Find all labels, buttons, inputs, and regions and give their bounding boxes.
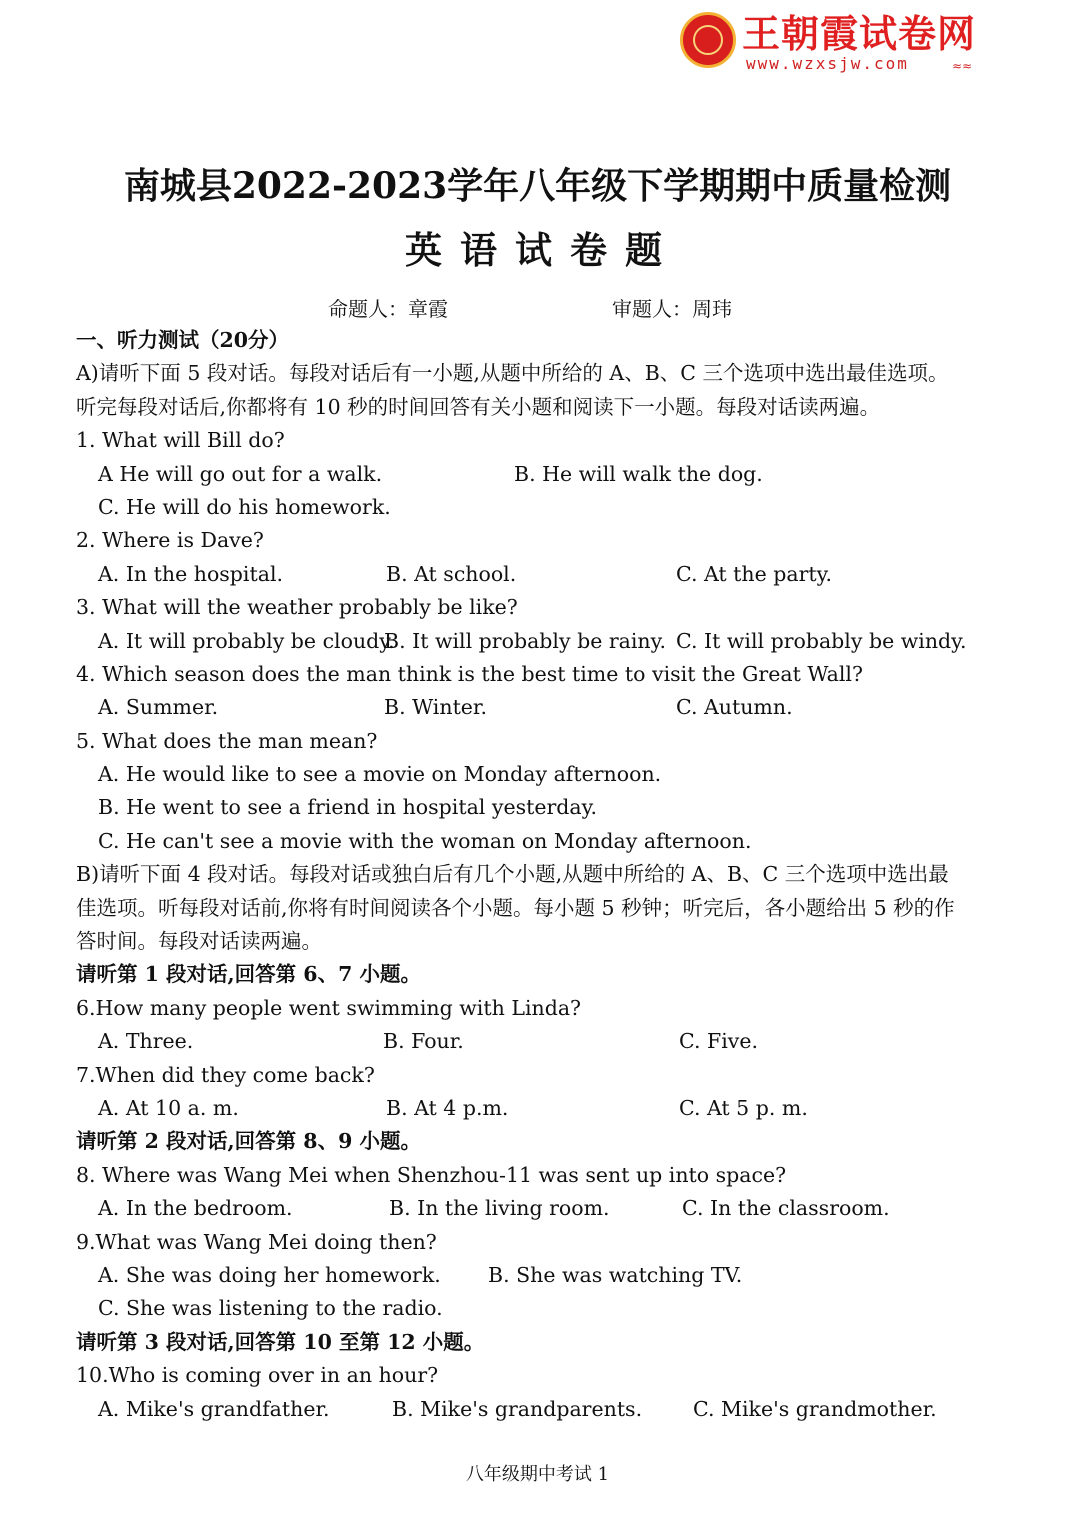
dialogue-instruction: 请听第 3 段对话,回答第 10 至第 12 小题。 (76, 1329, 485, 1354)
question-stem: 7.When did they come back? (76, 1062, 375, 1087)
option-c: C. He will do his homework. (98, 494, 391, 519)
option-row (76, 625, 1006, 658)
section-heading: 一、听力测试（20分） (76, 328, 290, 352)
option-row (76, 758, 1006, 791)
option-c: C. At 5 p. m. (679, 1095, 808, 1120)
option-c: C. She was listening to the radio. (98, 1296, 443, 1321)
question-stem: 8. Where was Wang Mei when Shenzhou-11 was sent up into space? (76, 1162, 787, 1187)
exam-content (76, 324, 1006, 1426)
option-c: C. In the classroom. (682, 1196, 890, 1221)
option-a: A. Mike's grandfather. (98, 1396, 330, 1421)
part-a-instruction: A)请听下面 5 段对话。每段对话后有一小题,从题中所给的 A、B、C 三个选项中选出最佳选项。 (76, 361, 949, 386)
question-stem: 10.Who is coming over in an hour? (76, 1363, 439, 1388)
site-logo (680, 12, 990, 74)
part-a-instruction: 听完每段对话后,你都将有 10 秒的时间回答有关小题和阅读下一小题。每段对话读两遍。 (76, 394, 881, 419)
logo-title: 王朝霞试卷网 (742, 12, 977, 56)
option-row (76, 1259, 1006, 1292)
option-row (76, 491, 1006, 524)
option-row (76, 1192, 1006, 1225)
option-a: A. In the bedroom. (98, 1196, 293, 1221)
page-footer: 八年级期中考试 1 (465, 1464, 610, 1485)
dialogue-instruction: 请听第 2 段对话,回答第 8、9 小题。 (76, 1129, 421, 1154)
option-b: B. Four. (383, 1029, 464, 1054)
option-row (76, 691, 1006, 724)
question-stem: 3. What will the weather probably be like? (76, 595, 518, 620)
option-a: A. He would like to see a movie on Monday afternoon. (98, 762, 662, 787)
option-a: A. She was doing her homework. (98, 1262, 441, 1287)
logo-emblem-icon (680, 12, 736, 68)
option-b: B. Mike's grandparents. (392, 1396, 643, 1421)
option-row (76, 1393, 1006, 1426)
part-b-instruction: 佳选项。听每段对话前,你将有时间阅读各个小题。每小题 5 秒钟；听完后，各小题给出 5 秒的作 (76, 895, 955, 920)
option-b: B. It will probably be rainy. (384, 628, 666, 653)
option-a: A. It will probably be cloudy. (98, 628, 395, 653)
option-c: C. Five. (679, 1029, 758, 1054)
option-row (76, 1292, 1006, 1325)
option-c: C. At the party. (676, 561, 833, 586)
exam-title: 南城县2022-2023学年八年级下学期期中质量检测 (123, 165, 952, 207)
waves-icon: ≈≈ (952, 59, 973, 73)
question-stem: 6.How many people went swimming with Linda? (76, 995, 582, 1020)
option-b: B. He will walk the dog. (514, 461, 763, 486)
option-b: B. Winter. (384, 695, 488, 720)
logo-url: www.wzxsjw.com (746, 54, 909, 73)
option-row (76, 1025, 1006, 1058)
option-b: B. At school. (386, 561, 517, 586)
reviewer-name: 审题人：周玮 (612, 297, 732, 321)
question-stem: 5. What does the man mean? (76, 728, 378, 753)
option-b: B. At 4 p.m. (386, 1095, 509, 1120)
question-stem: 1. What will Bill do? (76, 428, 285, 453)
option-row (76, 791, 1006, 824)
option-row (76, 1092, 1006, 1125)
option-a: A He will go out for a walk. (98, 461, 383, 486)
part-b-instruction: 答时间。每段对话读两遍。 (76, 929, 322, 954)
option-c: C. Autumn. (676, 695, 793, 720)
option-b: B. He went to see a friend in hospital yesterday. (98, 795, 597, 820)
dialogue-instruction: 请听第 1 段对话,回答第 6、7 小题。 (76, 962, 421, 987)
option-a: A. Summer. (98, 695, 219, 720)
option-c: C. He can't see a movie with the woman on Monday afternoon. (98, 828, 752, 853)
option-a: A. Three. (98, 1029, 194, 1054)
option-c: C. Mike's grandmother. (693, 1396, 937, 1421)
question-stem: 9.What was Wang Mei doing then? (76, 1229, 437, 1254)
part-b-instruction: B)请听下面 4 段对话。每段对话或独白后有几个小题,从题中所给的 A、B、C 三个选项中选出最 (76, 862, 949, 887)
option-b: B. She was watching TV. (488, 1262, 743, 1287)
option-a: A. At 10 a. m. (98, 1095, 239, 1120)
option-c: C. It will probably be windy. (676, 628, 967, 653)
question-stem: 2. Where is Dave? (76, 528, 264, 553)
question-stem: 4. Which season does the man think is the best time to visit the Great Wall? (76, 661, 863, 686)
exam-subtitle: 英语试卷题 (405, 228, 680, 272)
option-a: A. In the hospital. (98, 561, 284, 586)
setter-name: 命题人：章霞 (328, 297, 448, 321)
option-row (76, 825, 1006, 858)
option-b: B. In the living room. (389, 1196, 610, 1221)
option-row (76, 558, 1006, 591)
option-row (76, 458, 1006, 491)
